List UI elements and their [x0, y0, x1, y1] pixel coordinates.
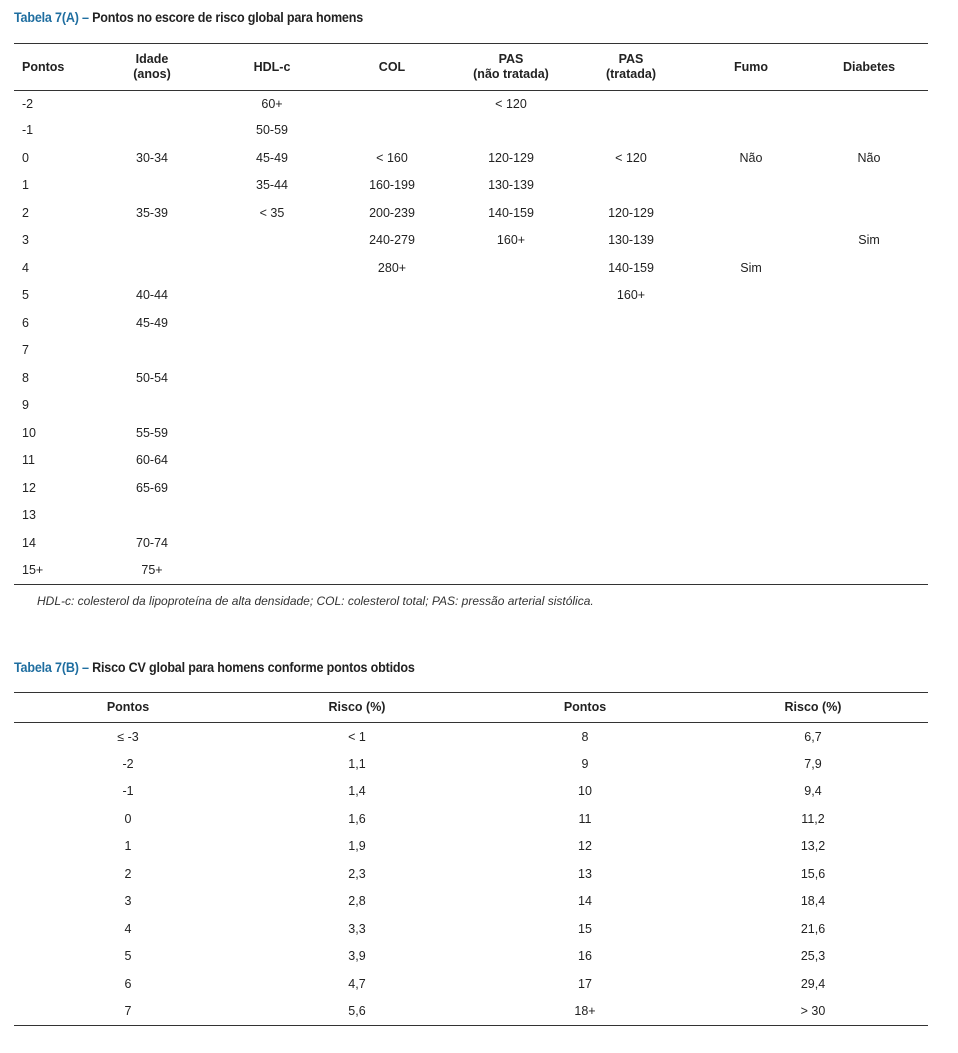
- table-cell: 75+: [141, 563, 163, 577]
- table-cell: [452, 117, 570, 145]
- table-cell: < 120: [615, 150, 647, 165]
- table-row: [14, 888, 928, 916]
- table-cell: 1,1: [348, 756, 366, 771]
- table-cell: [810, 392, 928, 420]
- table-cell: [92, 91, 212, 117]
- table-cell: 3,3: [348, 921, 366, 936]
- table-cell: 1,9: [348, 839, 366, 854]
- table-row: [14, 337, 928, 365]
- table-cell: [570, 474, 692, 502]
- table-a-header-hdl: [212, 44, 332, 91]
- table-row: [14, 860, 928, 888]
- table-row: [14, 778, 928, 806]
- table-cell: 30-34: [136, 150, 168, 165]
- table-cell: 1,4: [348, 784, 366, 799]
- table-cell: [692, 502, 810, 530]
- table-cell: 15: [578, 921, 592, 936]
- table-cell: [810, 419, 928, 447]
- table-cell: [810, 337, 928, 365]
- table-cell: 3: [124, 894, 132, 909]
- table-b-label: Tabela 7(B) –: [14, 660, 89, 675]
- table-cell: 280+: [377, 260, 407, 275]
- table-cell: [810, 91, 928, 117]
- table-cell: [212, 337, 332, 365]
- table-row: [14, 998, 928, 1026]
- table-cell: [212, 529, 332, 557]
- table-row: [14, 199, 928, 227]
- table-cell: 2: [124, 866, 132, 881]
- table-cell: [452, 529, 570, 557]
- table-cell: [332, 91, 452, 117]
- table-cell: 5: [124, 949, 132, 964]
- table-cell: [810, 474, 928, 502]
- table-cell: [332, 447, 452, 475]
- header-line: Fumo: [733, 59, 769, 74]
- table-cell: [212, 309, 332, 337]
- table-cell: [810, 117, 928, 145]
- table-cell: 4: [124, 921, 132, 936]
- table-row: [14, 254, 928, 282]
- table-row: [14, 557, 928, 585]
- table-row: [14, 502, 928, 530]
- table-cell: ≤ -3: [117, 729, 139, 744]
- table-cell: [692, 309, 810, 337]
- table-cell: [570, 447, 692, 475]
- table-b-title: [14, 660, 415, 675]
- table-cell: [452, 282, 570, 310]
- table-cell: 12: [578, 839, 592, 854]
- table-row: [14, 447, 928, 475]
- table-cell: [570, 172, 692, 200]
- table-cell: 3,9: [348, 949, 366, 964]
- table-cell: 70-74: [136, 535, 168, 550]
- table-cell: 45-49: [256, 150, 288, 165]
- table-cell: > 30: [800, 1004, 826, 1018]
- table-cell: [452, 364, 570, 392]
- table-cell: [332, 337, 452, 365]
- table-row: [14, 805, 928, 833]
- table-a-title: [14, 10, 363, 25]
- table-row: [14, 91, 928, 117]
- table-cell: 140-159: [488, 205, 534, 220]
- table-cell: 1: [22, 178, 29, 193]
- table-cell: [810, 199, 928, 227]
- table-cell: 35-39: [136, 205, 168, 220]
- table-cell: 14: [22, 535, 36, 550]
- table-cell: [332, 117, 452, 145]
- table-cell: [92, 502, 212, 530]
- table-cell: [212, 282, 332, 310]
- table-cell: [452, 447, 570, 475]
- table-b-header-risco-1: Risco (%): [242, 693, 472, 723]
- table-cell: [92, 392, 212, 420]
- table-cell: 130-139: [488, 178, 534, 193]
- table-cell: 40-44: [136, 288, 168, 303]
- table-cell: [452, 392, 570, 420]
- table-b-header-risco-2: Risco (%): [698, 693, 928, 723]
- header-line: Pontos: [22, 59, 65, 74]
- table-a-body: [14, 91, 928, 585]
- table-cell: 5,6: [348, 1004, 366, 1018]
- table-row: [14, 833, 928, 861]
- header-line: Diabetes: [842, 59, 896, 74]
- table-cell: 35-44: [256, 178, 288, 193]
- table-cell: 55-59: [136, 425, 168, 440]
- table-cell: [692, 172, 810, 200]
- table-a: [14, 43, 928, 585]
- table-row: [14, 392, 928, 420]
- table-cell: [570, 364, 692, 392]
- table-cell: 18+: [574, 1004, 596, 1018]
- table-cell: 8: [581, 729, 589, 744]
- table-cell: [570, 392, 692, 420]
- table-cell: 0: [22, 150, 29, 165]
- table-cell: < 35: [259, 205, 285, 220]
- table-cell: [332, 282, 452, 310]
- table-cell: [92, 227, 212, 255]
- table-cell: [570, 117, 692, 145]
- table-cell: 0: [124, 811, 132, 826]
- table-cell: Não: [739, 150, 763, 165]
- table-row: [14, 227, 928, 255]
- table-cell: -1: [122, 784, 134, 799]
- table-cell: 21,6: [800, 921, 826, 936]
- table-cell: [810, 364, 928, 392]
- table-cell: [212, 557, 332, 585]
- table-cell: [810, 282, 928, 310]
- table-cell: 50-54: [136, 370, 168, 385]
- table-cell: [452, 557, 570, 585]
- table-row: [14, 529, 928, 557]
- table-cell: [570, 309, 692, 337]
- table-cell: [452, 254, 570, 282]
- table-cell: 50-59: [256, 123, 288, 138]
- table-cell: 25,3: [800, 949, 826, 964]
- table-cell: 9,4: [804, 784, 822, 799]
- table-row: [14, 915, 928, 943]
- table-cell: 140-159: [608, 260, 654, 275]
- table-cell: 60-64: [136, 453, 168, 468]
- table-cell: [92, 117, 212, 145]
- table-cell: [452, 474, 570, 502]
- table-row: [14, 117, 928, 145]
- table-cell: [212, 474, 332, 502]
- table-cell: 13: [578, 866, 592, 881]
- table-cell: 45-49: [136, 315, 168, 330]
- table-cell: [332, 474, 452, 502]
- table-cell: [452, 419, 570, 447]
- table-cell: [332, 364, 452, 392]
- table-cell: [692, 91, 810, 117]
- table-cell: 11: [578, 811, 592, 826]
- table-cell: 240-279: [369, 233, 415, 248]
- table-cell: 18,4: [800, 894, 826, 909]
- table-cell: 4,7: [348, 976, 366, 991]
- table-cell: 7: [22, 343, 29, 358]
- table-cell: 8: [22, 370, 29, 385]
- table-b-header-row: [14, 693, 928, 723]
- table-cell: [692, 529, 810, 557]
- table-cell: 5: [22, 288, 29, 303]
- table-a-title-text: Pontos no escore de risco global para homens: [92, 10, 364, 25]
- table-cell: [452, 502, 570, 530]
- header-line: HDL-c: [253, 59, 291, 74]
- table-row: [14, 364, 928, 392]
- table-b-title-text: Risco CV global para homens conforme pontos obtidos: [92, 660, 415, 675]
- table-cell: [692, 392, 810, 420]
- table-a-label: Tabela 7(A) –: [14, 10, 89, 25]
- table-cell: [810, 172, 928, 200]
- table-cell: 16: [578, 949, 592, 964]
- table-cell: [570, 529, 692, 557]
- table-cell: [92, 254, 212, 282]
- table-cell: [570, 557, 692, 585]
- table-cell: 13,2: [800, 839, 826, 854]
- table-cell: [570, 502, 692, 530]
- table-cell: < 160: [376, 150, 408, 165]
- table-b-header-pontos-2: Pontos: [472, 693, 698, 723]
- table-cell: [212, 364, 332, 392]
- table-cell: [570, 337, 692, 365]
- table-a-header-diabetes: [810, 44, 928, 91]
- table-cell: 15+: [22, 563, 44, 577]
- table-row: [14, 943, 928, 971]
- table-cell: 1: [124, 839, 132, 854]
- table-cell: [332, 557, 452, 585]
- table-cell: Sim: [858, 233, 880, 248]
- table-row: [14, 419, 928, 447]
- table-cell: [212, 254, 332, 282]
- table-cell: [570, 419, 692, 447]
- table-cell: 12: [22, 480, 36, 495]
- table-cell: 160+: [616, 288, 646, 303]
- table-cell: [452, 337, 570, 365]
- table-cell: 60+: [261, 96, 283, 111]
- table-cell: [212, 419, 332, 447]
- table-a-header-pas-nao-tratada: [452, 44, 570, 91]
- table-cell: [332, 309, 452, 337]
- table-cell: 4: [22, 260, 29, 275]
- table-a-header-col: [332, 44, 452, 91]
- table-b-header-pontos-1: Pontos: [14, 693, 242, 723]
- table-cell: [212, 392, 332, 420]
- table-cell: [692, 474, 810, 502]
- table-cell: [212, 502, 332, 530]
- table-cell: 14: [578, 894, 592, 909]
- table-cell: 11,2: [801, 811, 825, 826]
- table-cell: [692, 117, 810, 145]
- table-row: [14, 474, 928, 502]
- table-cell: 6: [22, 315, 29, 330]
- header-line: (não tratada): [473, 67, 549, 81]
- table-cell: [212, 447, 332, 475]
- table-b-body: [14, 723, 928, 1026]
- table-cell: 65-69: [136, 480, 168, 495]
- table-cell: 130-139: [608, 233, 654, 248]
- table-cell: 6,7: [804, 729, 822, 744]
- table-cell: [332, 419, 452, 447]
- table-cell: 29,4: [800, 976, 826, 991]
- table-cell: 10: [22, 425, 36, 440]
- table-cell: < 1: [348, 729, 366, 744]
- table-cell: [692, 337, 810, 365]
- table-cell: [810, 254, 928, 282]
- table-cell: [692, 557, 810, 585]
- table-cell: 3: [22, 233, 29, 248]
- table-row: [14, 723, 928, 751]
- table-cell: 11: [22, 453, 35, 468]
- table-a-footnote: HDL-c: colesterol da lipoproteína de alta densidade; COL: colesterol total; PAS: pressão arterial sistólica.: [37, 594, 594, 608]
- table-a-header-pontos: [14, 44, 92, 91]
- table-cell: 120-129: [608, 205, 654, 220]
- table-cell: [692, 364, 810, 392]
- table-cell: 2: [22, 205, 29, 220]
- table-cell: [692, 199, 810, 227]
- table-cell: 160-199: [369, 178, 415, 193]
- table-row: [14, 144, 928, 172]
- table-cell: [212, 227, 332, 255]
- table-a-header-fumo: [692, 44, 810, 91]
- table-cell: 6: [124, 976, 132, 991]
- table-cell: 9: [22, 398, 29, 413]
- table-cell: 1,6: [348, 811, 366, 826]
- table-row: [14, 970, 928, 998]
- header-line: PAS: [618, 52, 644, 66]
- table-cell: -2: [22, 96, 34, 111]
- table-cell: [692, 419, 810, 447]
- table-row: [14, 309, 928, 337]
- table-cell: [452, 309, 570, 337]
- table-a-header-idade: [92, 44, 212, 91]
- table-cell: [810, 557, 928, 585]
- table-cell: 160+: [496, 233, 526, 248]
- table-cell: < 120: [495, 96, 527, 111]
- table-a-header-pas-tratada: [570, 44, 692, 91]
- table-row: [14, 750, 928, 778]
- table-cell: 13: [22, 508, 36, 523]
- table-cell: [570, 91, 692, 117]
- table-cell: [332, 502, 452, 530]
- table-cell: [92, 172, 212, 200]
- header-line: (anos): [133, 67, 171, 81]
- table-cell: -2: [122, 756, 134, 771]
- header-line: COL: [378, 59, 406, 74]
- table-cell: Não: [857, 150, 881, 165]
- table-cell: [92, 337, 212, 365]
- table-cell: [810, 447, 928, 475]
- table-cell: 7,9: [804, 756, 822, 771]
- header-line: (tratada): [605, 67, 656, 81]
- table-cell: [332, 392, 452, 420]
- table-cell: [692, 282, 810, 310]
- table-cell: [692, 227, 810, 255]
- table-row: [14, 282, 928, 310]
- table-cell: 2,3: [348, 866, 366, 881]
- table-cell: 120-129: [488, 150, 534, 165]
- table-cell: 17: [578, 976, 592, 991]
- table-cell: [810, 529, 928, 557]
- table-cell: -1: [22, 123, 34, 138]
- table-cell: 10: [578, 784, 592, 799]
- table-cell: [692, 447, 810, 475]
- header-line: PAS: [498, 52, 524, 66]
- table-cell: 9: [581, 756, 589, 771]
- table-cell: 200-239: [369, 205, 415, 220]
- table-cell: [810, 502, 928, 530]
- table-cell: Sim: [740, 260, 762, 275]
- table-cell: [332, 529, 452, 557]
- table-a-header-row: [14, 44, 928, 91]
- table-cell: 2,8: [348, 894, 366, 909]
- table-b: [14, 692, 928, 1026]
- table-row: [14, 172, 928, 200]
- table-cell: 15,6: [800, 866, 826, 881]
- table-cell: 7: [124, 1004, 132, 1018]
- table-cell: [810, 309, 928, 337]
- header-line: Idade: [135, 52, 169, 66]
